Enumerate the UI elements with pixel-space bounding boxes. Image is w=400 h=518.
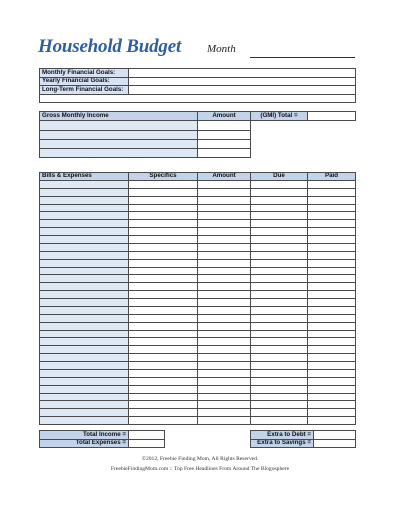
bill-row (40, 228, 356, 236)
total-income-row (40, 431, 165, 440)
extra-to-debt-row (251, 431, 356, 440)
bill-row (40, 306, 356, 314)
bill-specifics-cell[interactable] (129, 291, 198, 299)
bill-due-cell[interactable] (251, 417, 308, 425)
goal-input[interactable] (129, 86, 356, 95)
bill-name-cell[interactable] (40, 401, 129, 409)
bill-paid-cell[interactable] (308, 180, 356, 188)
bill-due-cell[interactable] (251, 354, 308, 362)
footer-copyright: ©2012, Freebie Finding Mom, All Rights Reserved. (141, 456, 259, 462)
income-spacer (251, 149, 356, 158)
bill-paid-cell[interactable] (308, 196, 356, 204)
bill-paid-cell[interactable] (308, 401, 356, 409)
bill-amount-cell[interactable] (198, 393, 251, 401)
income-source-cell[interactable] (40, 139, 198, 148)
bill-paid-cell[interactable] (308, 393, 356, 401)
financial-goals-table (39, 68, 356, 103)
bill-amount-cell[interactable] (198, 259, 251, 267)
bill-amount-cell[interactable] (198, 306, 251, 314)
bill-paid-cell[interactable] (308, 204, 356, 212)
bill-due-cell[interactable] (251, 243, 308, 251)
bill-amount-cell[interactable] (198, 369, 251, 377)
bill-row (40, 314, 356, 322)
bill-amount-cell[interactable] (198, 385, 251, 393)
bill-specifics-cell[interactable] (129, 346, 198, 354)
bill-due-cell[interactable] (251, 393, 308, 401)
bill-paid-cell[interactable] (308, 354, 356, 362)
bill-due-cell[interactable] (251, 338, 308, 346)
bill-name-cell[interactable] (40, 236, 129, 244)
bill-row (40, 409, 356, 417)
income-amount-cell[interactable] (198, 121, 251, 130)
income-spacer (251, 139, 356, 148)
extra-totals (250, 430, 356, 448)
extra-to-savings-label: Extra to Savings = (251, 439, 314, 448)
bill-name-cell[interactable] (40, 180, 129, 188)
bill-specifics-cell[interactable] (129, 377, 198, 385)
bill-paid-cell[interactable] (308, 251, 356, 259)
bill-row (40, 393, 356, 401)
bill-specifics-cell[interactable] (129, 369, 198, 377)
bill-amount-cell[interactable] (198, 401, 251, 409)
bill-paid-cell[interactable] (308, 369, 356, 377)
extra-to-savings-cell[interactable] (314, 439, 356, 448)
bill-paid-cell[interactable] (308, 385, 356, 393)
bill-amount-cell[interactable] (198, 417, 251, 425)
bill-row (40, 267, 356, 275)
bill-name-cell[interactable] (40, 188, 129, 196)
bill-name-cell[interactable] (40, 299, 129, 307)
bill-paid-cell[interactable] (308, 417, 356, 425)
bill-paid-cell[interactable] (308, 377, 356, 385)
bill-due-cell[interactable] (251, 362, 308, 370)
bill-amount-cell[interactable] (198, 377, 251, 385)
bill-amount-cell[interactable] (198, 291, 251, 299)
income-table (39, 111, 356, 158)
bill-name-cell[interactable] (40, 338, 129, 346)
goal-label: Long-Term Financial Goals: (40, 86, 129, 95)
bill-row (40, 346, 356, 354)
gmi-total-cell[interactable] (308, 112, 356, 121)
bill-name-cell[interactable] (40, 354, 129, 362)
bill-paid-cell[interactable] (308, 291, 356, 299)
bill-name-cell[interactable] (40, 346, 129, 354)
bill-specifics-cell[interactable] (129, 236, 198, 244)
bill-specifics-cell[interactable] (129, 299, 198, 307)
bill-paid-cell[interactable] (308, 299, 356, 307)
bill-row (40, 204, 356, 212)
bill-name-cell[interactable] (40, 385, 129, 393)
bill-amount-cell[interactable] (198, 409, 251, 417)
bill-due-cell[interactable] (251, 275, 308, 283)
bill-specifics-cell[interactable] (129, 251, 198, 259)
bill-name-cell[interactable] (40, 275, 129, 283)
income-source-cell[interactable] (40, 149, 198, 158)
goal-label: Monthly Financial Goals: (40, 69, 129, 78)
bills-header-row (40, 173, 356, 181)
bill-specifics-cell[interactable] (129, 385, 198, 393)
income-spacer (251, 121, 356, 130)
bill-name-cell[interactable] (40, 322, 129, 330)
income-amount-cell[interactable] (198, 139, 251, 148)
bill-name-cell[interactable] (40, 369, 129, 377)
bill-row (40, 212, 356, 220)
bill-row (40, 369, 356, 377)
bill-paid-cell[interactable] (308, 362, 356, 370)
bill-row (40, 354, 356, 362)
extra-to-savings-row (251, 439, 356, 448)
bill-specifics-cell[interactable] (129, 362, 198, 370)
bill-name-cell[interactable] (40, 228, 129, 236)
bill-amount-cell[interactable] (198, 330, 251, 338)
extra-to-debt-cell[interactable] (314, 431, 356, 440)
income-amount-header: Amount (198, 112, 251, 121)
bills-header-name: Bills & Expenses (40, 173, 129, 181)
goal-row (40, 77, 356, 86)
bill-specifics-cell[interactable] (129, 212, 198, 220)
bill-row (40, 322, 356, 330)
bill-paid-cell[interactable] (308, 259, 356, 267)
bill-row (40, 377, 356, 385)
bill-due-cell[interactable] (251, 322, 308, 330)
bill-specifics-cell[interactable] (129, 314, 198, 322)
bill-specifics-cell[interactable] (129, 306, 198, 314)
bill-specifics-cell[interactable] (129, 409, 198, 417)
bill-amount-cell[interactable] (198, 204, 251, 212)
bill-specifics-cell[interactable] (129, 330, 198, 338)
bill-due-cell[interactable] (251, 267, 308, 275)
bill-amount-cell[interactable] (198, 220, 251, 228)
bill-paid-cell[interactable] (308, 322, 356, 330)
bill-due-cell[interactable] (251, 291, 308, 299)
month-label: Month (207, 43, 236, 55)
bill-name-cell[interactable] (40, 362, 129, 370)
bill-paid-cell[interactable] (308, 275, 356, 283)
bill-name-cell[interactable] (40, 251, 129, 259)
bill-paid-cell[interactable] (308, 409, 356, 417)
bill-paid-cell[interactable] (308, 220, 356, 228)
bill-due-cell[interactable] (251, 220, 308, 228)
bill-name-cell[interactable] (40, 220, 129, 228)
bill-due-cell[interactable] (251, 330, 308, 338)
bill-row (40, 299, 356, 307)
bill-row (40, 236, 356, 244)
bill-amount-cell[interactable] (198, 196, 251, 204)
bill-name-cell[interactable] (40, 259, 129, 267)
bill-paid-cell[interactable] (308, 338, 356, 346)
bill-paid-cell[interactable] (308, 188, 356, 196)
page-title: Household Budget (38, 36, 182, 57)
bills-header-due: Due (251, 173, 308, 181)
bill-amount-cell[interactable] (198, 212, 251, 220)
bill-name-cell[interactable] (40, 409, 129, 417)
bill-row (40, 259, 356, 267)
income-spacer (251, 130, 356, 139)
bill-amount-cell[interactable] (198, 283, 251, 291)
goal-row (40, 94, 356, 103)
bill-due-cell[interactable] (251, 180, 308, 188)
bill-due-cell[interactable] (251, 385, 308, 393)
bill-specifics-cell[interactable] (129, 401, 198, 409)
bill-row (40, 180, 356, 188)
income-row (40, 121, 356, 130)
bill-amount-cell[interactable] (198, 346, 251, 354)
bills-header-specifics: Specifics (129, 173, 198, 181)
bill-specifics-cell[interactable] (129, 228, 198, 236)
bill-specifics-cell[interactable] (129, 243, 198, 251)
bill-specifics-cell[interactable] (129, 393, 198, 401)
bill-amount-cell[interactable] (198, 322, 251, 330)
total-expenses-cell[interactable] (129, 439, 165, 448)
bill-due-cell[interactable] (251, 259, 308, 267)
bill-specifics-cell[interactable] (129, 204, 198, 212)
goal-input[interactable] (129, 77, 356, 86)
bill-due-cell[interactable] (251, 204, 308, 212)
bill-name-cell[interactable] (40, 291, 129, 299)
bill-specifics-cell[interactable] (129, 417, 198, 425)
bill-amount-cell[interactable] (198, 188, 251, 196)
bill-row (40, 220, 356, 228)
bill-amount-cell[interactable] (198, 267, 251, 275)
bill-row (40, 243, 356, 251)
bill-row (40, 196, 356, 204)
bill-name-cell[interactable] (40, 314, 129, 322)
income-amount-cell[interactable] (198, 130, 251, 139)
bill-amount-cell[interactable] (198, 354, 251, 362)
bill-name-cell[interactable] (40, 306, 129, 314)
bill-name-cell[interactable] (40, 267, 129, 275)
bill-due-cell[interactable] (251, 283, 308, 291)
bill-amount-cell[interactable] (198, 180, 251, 188)
bills-header-amount: Amount (198, 173, 251, 181)
bill-specifics-cell[interactable] (129, 267, 198, 275)
bill-row (40, 330, 356, 338)
bill-due-cell[interactable] (251, 212, 308, 220)
bill-row (40, 291, 356, 299)
bill-name-cell[interactable] (40, 243, 129, 251)
bill-paid-cell[interactable] (308, 314, 356, 322)
bill-due-cell[interactable] (251, 251, 308, 259)
income-header-row (40, 112, 356, 121)
goal-row (40, 69, 356, 78)
bill-due-cell[interactable] (251, 377, 308, 385)
bill-row (40, 188, 356, 196)
bill-row (40, 251, 356, 259)
bill-due-cell[interactable] (251, 188, 308, 196)
bill-paid-cell[interactable] (308, 236, 356, 244)
bill-row (40, 338, 356, 346)
bill-amount-cell[interactable] (198, 314, 251, 322)
bill-due-cell[interactable] (251, 196, 308, 204)
bill-name-cell[interactable] (40, 417, 129, 425)
bill-paid-cell[interactable] (308, 306, 356, 314)
bill-specifics-cell[interactable] (129, 322, 198, 330)
income-row (40, 149, 356, 158)
goal-input[interactable] (40, 94, 356, 103)
bill-paid-cell[interactable] (308, 267, 356, 275)
bill-specifics-cell[interactable] (129, 259, 198, 267)
bill-paid-cell[interactable] (308, 346, 356, 354)
bill-due-cell[interactable] (251, 228, 308, 236)
footer-tagline: FreebieFindingMom.com :: Top Free Headlines From Around The Blogosphere (110, 466, 290, 472)
bill-name-cell[interactable] (40, 377, 129, 385)
month-field[interactable] (250, 57, 355, 58)
bill-specifics-cell[interactable] (129, 180, 198, 188)
goal-label: Yearly Financial Goals: (40, 77, 129, 86)
bill-due-cell[interactable] (251, 236, 308, 244)
income-row (40, 139, 356, 148)
total-expenses-row (40, 439, 165, 448)
bill-name-cell[interactable] (40, 196, 129, 204)
bill-name-cell[interactable] (40, 393, 129, 401)
bill-amount-cell[interactable] (198, 275, 251, 283)
bill-paid-cell[interactable] (308, 243, 356, 251)
bill-paid-cell[interactable] (308, 212, 356, 220)
bill-specifics-cell[interactable] (129, 354, 198, 362)
bill-name-cell[interactable] (40, 330, 129, 338)
total-expenses-label: Total Expenses = (40, 439, 129, 448)
bill-specifics-cell[interactable] (129, 338, 198, 346)
bill-paid-cell[interactable] (308, 330, 356, 338)
total-income-cell[interactable] (129, 431, 165, 440)
bill-specifics-cell[interactable] (129, 188, 198, 196)
extra-to-debt-label: Extra to Debt = (251, 431, 314, 440)
bill-specifics-cell[interactable] (129, 283, 198, 291)
bill-amount-cell[interactable] (198, 251, 251, 259)
bill-row (40, 275, 356, 283)
bill-row (40, 385, 356, 393)
bill-row (40, 283, 356, 291)
bills-header-paid: Paid (308, 173, 356, 181)
bill-due-cell[interactable] (251, 306, 308, 314)
goal-row (40, 86, 356, 95)
bill-name-cell[interactable] (40, 283, 129, 291)
gmi-total-label: (GMI) Total = (251, 112, 308, 121)
bills-table (39, 172, 356, 425)
bill-amount-cell[interactable] (198, 362, 251, 370)
bill-paid-cell[interactable] (308, 283, 356, 291)
bill-due-cell[interactable] (251, 314, 308, 322)
income-label-header: Gross Monthly Income (40, 112, 198, 121)
goal-input[interactable] (129, 69, 356, 78)
bill-amount-cell[interactable] (198, 236, 251, 244)
bill-paid-cell[interactable] (308, 228, 356, 236)
income-source-cell[interactable] (40, 130, 198, 139)
bill-due-cell[interactable] (251, 409, 308, 417)
income-row (40, 130, 356, 139)
bill-due-cell[interactable] (251, 346, 308, 354)
bill-amount-cell[interactable] (198, 338, 251, 346)
total-income-label: Total Income = (40, 431, 129, 440)
income-amount-cell[interactable] (198, 149, 251, 158)
bill-specifics-cell[interactable] (129, 220, 198, 228)
bill-amount-cell[interactable] (198, 228, 251, 236)
bill-amount-cell[interactable] (198, 243, 251, 251)
bill-due-cell[interactable] (251, 369, 308, 377)
bill-name-cell[interactable] (40, 204, 129, 212)
bill-due-cell[interactable] (251, 299, 308, 307)
income-expense-totals (39, 430, 165, 448)
bill-amount-cell[interactable] (198, 299, 251, 307)
bill-due-cell[interactable] (251, 401, 308, 409)
bill-row (40, 417, 356, 425)
bill-specifics-cell[interactable] (129, 275, 198, 283)
income-source-cell[interactable] (40, 121, 198, 130)
bill-row (40, 401, 356, 409)
bill-specifics-cell[interactable] (129, 196, 198, 204)
bill-row (40, 362, 356, 370)
bill-name-cell[interactable] (40, 212, 129, 220)
